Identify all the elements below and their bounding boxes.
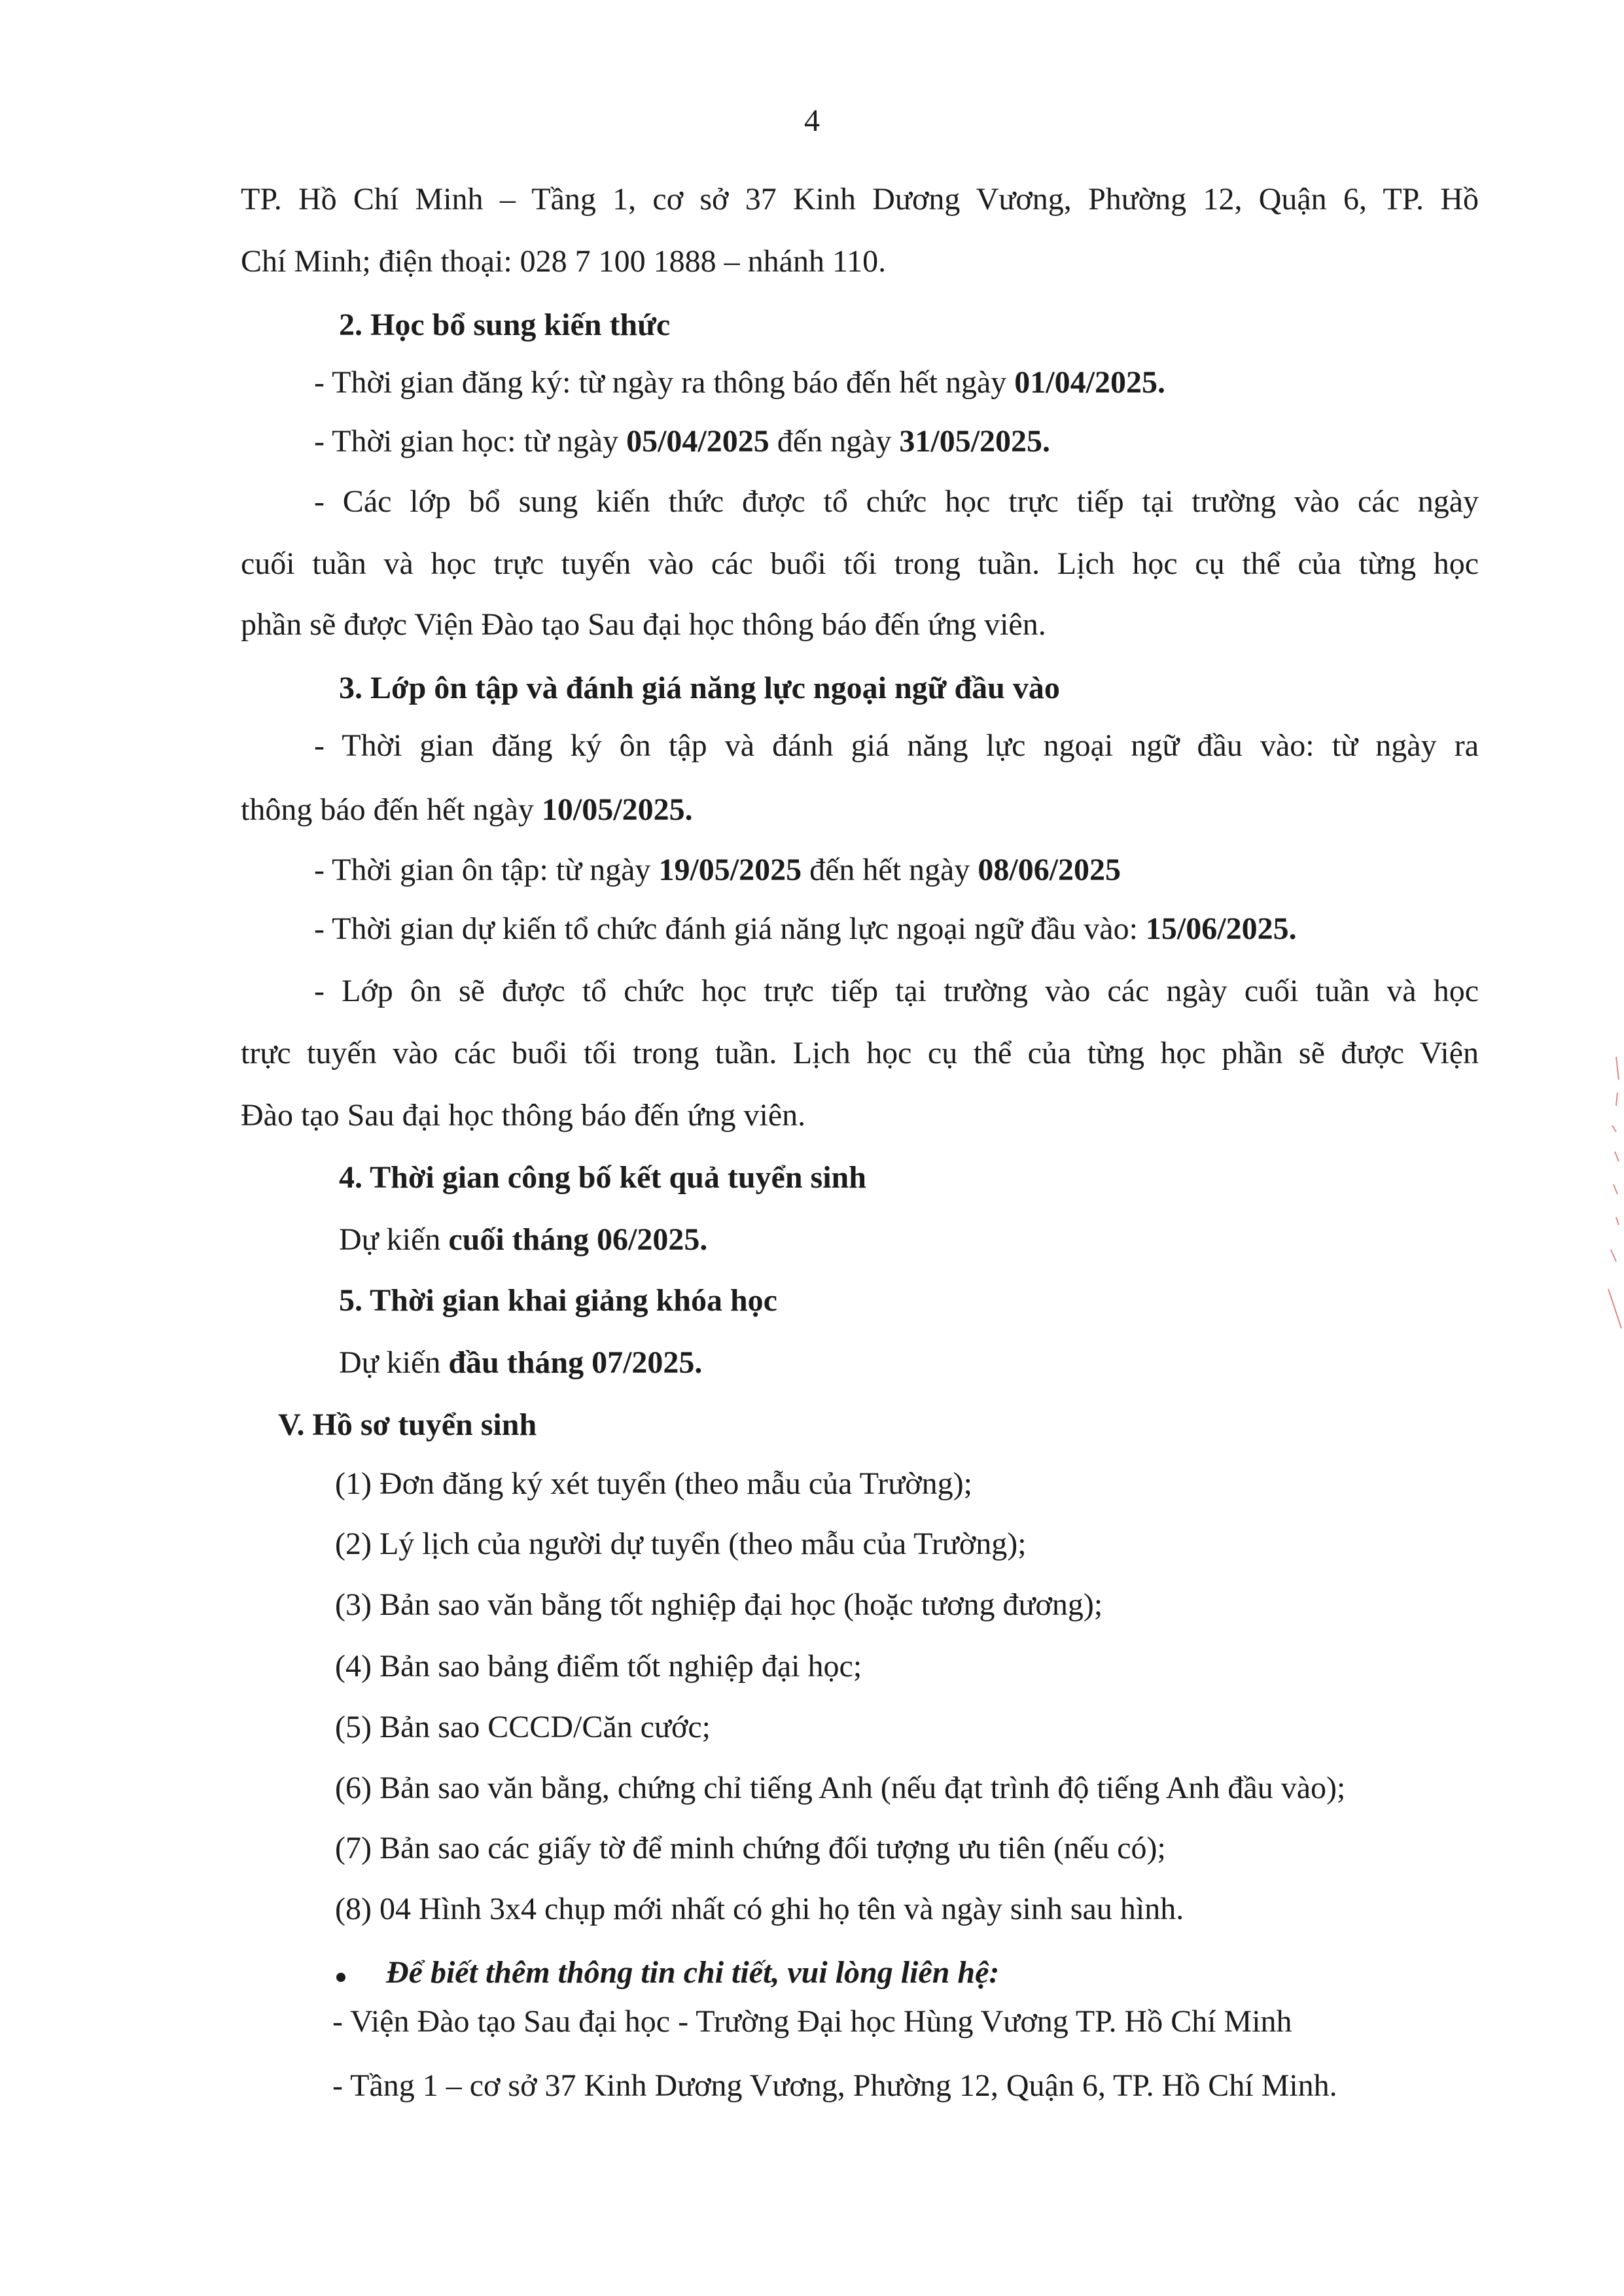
intro-line-1: TP. Hồ Chí Minh – Tầng 1, cơ sở 37 Kinh Dương Vương, Phường 12, Quận 6, TP. Hồ [241, 182, 1479, 217]
section-3-paragraph-line-3: Đào tạo Sau đại học thông báo đến ứng viên. [241, 1098, 806, 1133]
section-v-heading: V. Hồ sơ tuyển sinh [278, 1407, 537, 1442]
section-4-text [339, 1220, 707, 1260]
document-list-item: (2) Lý lịch của người dự tuyển (theo mẫu của Trường); [335, 1527, 1027, 1561]
section-2-study-prefix: - Thời gian học: từ ngày [314, 424, 627, 459]
section-2-study-time [314, 422, 1050, 461]
document-list-item: (5) Bản sao CCCD/Căn cước; [335, 1710, 711, 1744]
section-2-registration-date: 01/04/2025. [1014, 365, 1165, 400]
section-3-exam-date: 15/06/2025. [1145, 911, 1297, 946]
section-3-exam-time [314, 910, 1297, 949]
document-list-item: (4) Bản sao bảng điểm tốt nghiệp đại học; [335, 1649, 862, 1684]
bullet-icon [336, 1973, 345, 1982]
section-3-paragraph-line-2: trực tuyến vào các buổi tối trong tuần. Lịch học cụ thể của từng học phần sẽ được Viện [241, 1036, 1479, 1070]
section-4-heading: 4. Thời gian công bố kết quả tuyển sinh [339, 1160, 866, 1195]
section-3-review-mid: đến hết ngày [802, 853, 978, 887]
section-3-review-end: 08/06/2025 [978, 853, 1121, 887]
section-2-registration-text: - Thời gian đăng ký: từ ngày ra thông báo đến hết ngày [314, 365, 1015, 400]
section-3-registration-line-1: - Thời gian đăng ký ôn tập và đánh giá năng lực ngoại ngữ đầu vào: từ ngày ra [314, 728, 1479, 763]
document-list-item: (1) Đơn đăng ký xét tuyển (theo mẫu của Trường); [335, 1466, 972, 1501]
document-list-item: (7) Bản sao các giấy tờ để minh chứng đối tượng ưu tiên (nếu có); [335, 1831, 1166, 1865]
stamp-edge-marks [1597, 1053, 1623, 1335]
section-3-review-start: 19/05/2025 [658, 853, 802, 887]
section-5-heading: 5. Thời gian khai giảng khóa học [339, 1283, 777, 1318]
section-2-study-start: 05/04/2025 [626, 424, 769, 459]
page-number: 4 [804, 103, 820, 138]
section-2-paragraph-line-3: phần sẽ được Viện Đào tạo Sau đại học thông báo đến ứng viên. [241, 607, 1046, 642]
document-list-item: (6) Bản sao văn bằng, chứng chỉ tiếng Anh (nếu đạt trình độ tiếng Anh đầu vào); [335, 1771, 1346, 1805]
section-2-study-mid: đến ngày [769, 424, 900, 459]
section-2-paragraph-line-2: cuối tuần và học trực tuyến vào các buổi tối trong tuần. Lịch học cụ thể của từng học [241, 546, 1479, 581]
section-2-registration [314, 363, 1165, 402]
contact-item: - Viện Đào tạo Sau đại học - Trường Đại học Hùng Vương TP. Hồ Chí Minh [332, 2004, 1292, 2039]
section-2-heading: 2. Học bổ sung kiến thức [339, 308, 671, 342]
section-2-study-end: 31/05/2025. [899, 424, 1051, 459]
section-3-heading: 3. Lớp ôn tập và đánh giá năng lực ngoại ngữ đầu vào [339, 671, 1060, 705]
section-3-registration-prefix: thông báo đến hết ngày [241, 792, 542, 827]
section-3-registration-line-2 [241, 790, 693, 830]
section-3-registration-date: 10/05/2025. [541, 792, 693, 827]
section-4-text-prefix: Dự kiến [339, 1222, 449, 1257]
section-4-date: cuối tháng 06/2025. [448, 1222, 708, 1257]
section-2-paragraph-line-1: - Các lớp bổ sung kiến thức được tổ chức học trực tiếp tại trường vào các ngày [314, 484, 1479, 519]
section-3-review-time [314, 851, 1121, 890]
section-5-text-prefix: Dự kiến [339, 1345, 449, 1380]
intro-line-2: Chí Minh; điện thoại: 028 7 100 1888 – nhánh 110. [241, 244, 887, 279]
document-list-item: (8) 04 Hình 3x4 chụp mới nhất có ghi họ tên và ngày sinh sau hình. [335, 1892, 1184, 1926]
document-list-item: (3) Bản sao văn bằng tốt nghiệp đại học (hoặc tương đương); [335, 1587, 1103, 1622]
section-5-date: đầu tháng 07/2025. [448, 1345, 703, 1380]
section-3-paragraph-line-1: - Lớp ôn sẽ được tổ chức học trực tiếp tại trường vào các ngày cuối tuần và học [314, 974, 1479, 1008]
section-3-review-prefix: - Thời gian ôn tập: từ ngày [314, 853, 659, 887]
section-3-exam-prefix: - Thời gian dự kiến tổ chức đánh giá năng lực ngoại ngữ đầu vào: [314, 911, 1146, 946]
section-5-text [339, 1343, 702, 1383]
contact-item: - Tầng 1 – cơ sở 37 Kinh Dương Vương, Phường 12, Quận 6, TP. Hồ Chí Minh. [332, 2068, 1337, 2103]
contact-heading: Để biết thêm thông tin chi tiết, vui lòng liên hệ: [386, 1955, 1000, 1990]
